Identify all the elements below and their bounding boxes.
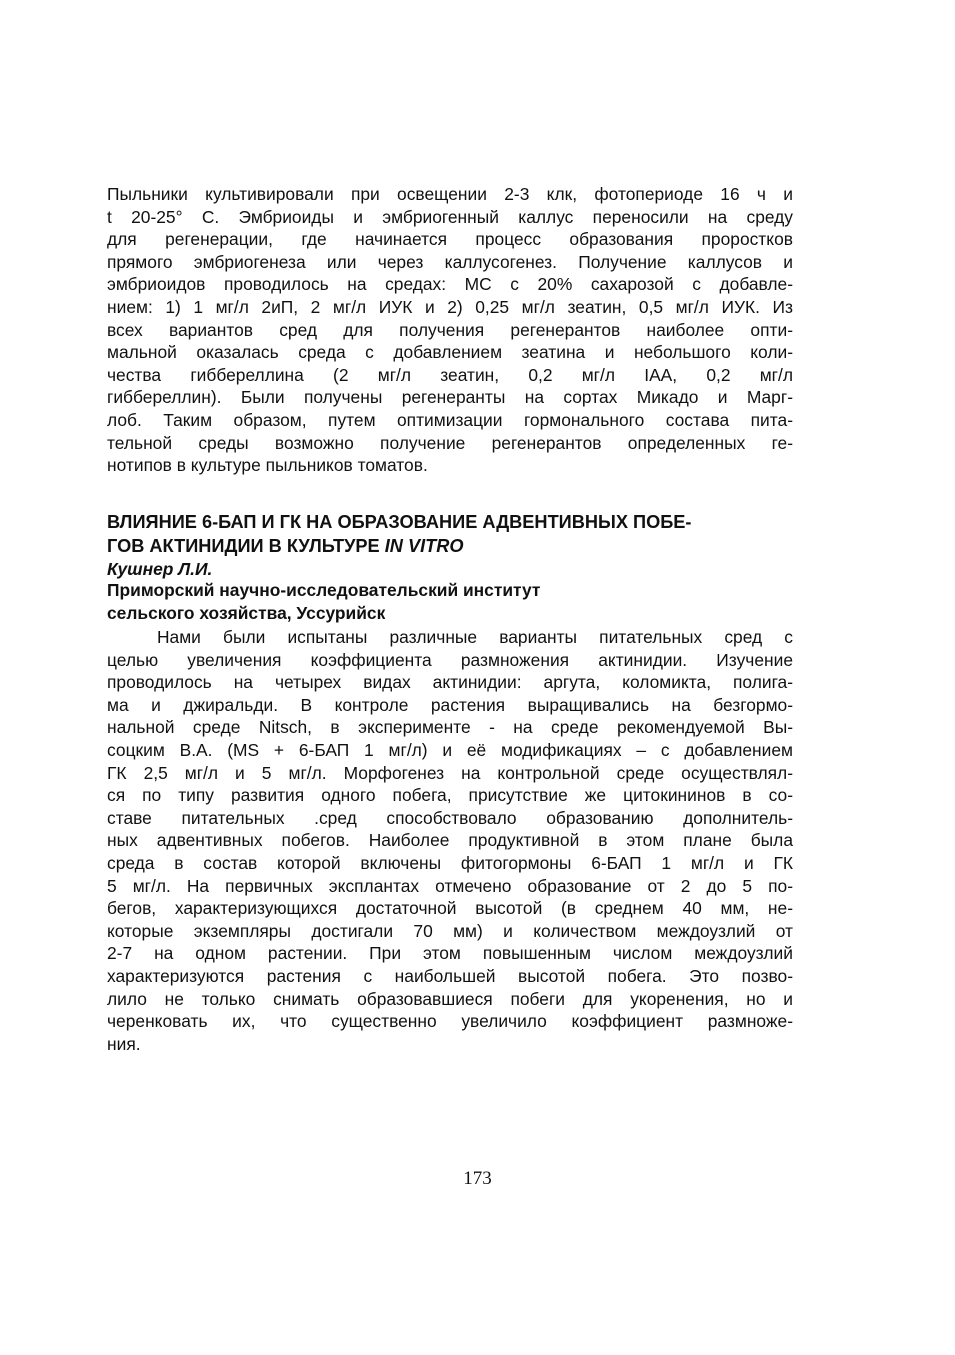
article-title-line-1: ВЛИЯНИЕ 6-БАП И ГК НА ОБРАЗОВАНИЕ АДВЕНТИВНЫХ ПОБЕ- [107, 512, 692, 532]
text-line: ГК 2,5 мг/л и 5 мг/л. Морфогенез на контрольной среде осуществлял- [107, 762, 793, 783]
article-title-italic: IN VITRO [384, 535, 464, 556]
text-line: Пыльники культивировали при освещении 2-3 клк, фотопериоде 16 ч и [107, 184, 793, 204]
text-line: мальной оказалась среда с добавлением зеатина и небольшого коли- [107, 342, 793, 363]
text-line: ных адвентивных побегов. Наиболее продуктивной в этом плане была [107, 830, 793, 851]
text-line: тельной среды возможно получение регенерантов определенных ге- [107, 432, 793, 453]
text-line: прямого эмбриогенеза или через каллусогенез. Получение каллусов и [107, 251, 793, 272]
text-line: целью увеличения коэффициента размножения актинидии. Изучение [107, 649, 793, 670]
text-line: которые экземпляры достигали 70 мм) и количеством междоузлий от [107, 920, 793, 941]
text-line: чества гиббереллина (2 мг/л зеатин, 0,2 мг/л IAA, 0,2 мг/л [107, 364, 793, 385]
paragraph-actinidia [107, 626, 793, 1055]
author-name [107, 558, 793, 581]
text-line: черенковать их, что существенно увеличило коэффициент размноже- [107, 1011, 793, 1032]
institution-line-1: Приморский научно-исследовательский институт [107, 580, 541, 600]
text-line: ния. [107, 1033, 141, 1054]
text-line: гиббереллин). Были получены регенеранты на сортах Микадо и Марг- [107, 387, 793, 408]
text-line: эмбриоидов проводилось на средах: МС с 20% сахарозой с добавле- [107, 274, 793, 295]
page-number: 173 [463, 1168, 492, 1189]
text-line: лоб. Таким образом, путем оптимизации гормонального состава пита- [107, 409, 793, 430]
institution [107, 579, 793, 624]
text-line: всех вариантов сред для получения регенерантов наиболее опти- [107, 319, 793, 340]
text-line: лило не только снимать образовавшиеся побеги для укоренения, но и [107, 988, 793, 1009]
text-line: ставе питательных .сред способствовало образованию дополнитель- [107, 807, 793, 828]
article-title-line-2 [107, 535, 793, 559]
article-title [107, 511, 793, 558]
article-title-main: ГОВ АКТИНИДИИ В КУЛЬТУРЕ [107, 535, 385, 556]
text-line: нием: 1) 1 мг/л 2иП, 2 мг/л ИУК и 2) 0,25 мг/л зеатин, 0,5 мг/л ИУК. Из [107, 296, 793, 317]
text-line: среда в состав которой включены фитогормоны 6-БАП 1 мг/л и ГК [107, 852, 793, 873]
text-line: 5 мг/л. На первичных эксплантах отмечено образование от 2 до 5 по- [107, 875, 793, 896]
text-line: t 20-25° С. Эмбриоиды и эмбриогенный каллус переносили на среду [107, 206, 793, 227]
text-line: 2-7 на одном растении. При этом повышенным числом междоузлий [107, 943, 793, 964]
text-line: для регенерации, где начинается процесс образования проростков [107, 229, 793, 250]
author-line: Кушнер Л.И. [107, 559, 213, 579]
paragraph-tomato-anthers [107, 183, 793, 477]
text-line: проводилось на четырех видах актинидии: аргута, коломикта, полига- [107, 672, 793, 693]
text-line: бегов, характеризующихся достаточной высотой (в среднем 40 мм, не- [107, 898, 793, 919]
text-line: соцким В.А. (MS + 6-БАП 1 мг/л) и её модификациях – с добавлением [107, 739, 793, 760]
text-line: характеризуются растения с наибольшей высотой побега. Это позво- [107, 965, 793, 986]
text-line: ма и джиральди. В контроле растения выращивались на безгормо- [107, 694, 793, 715]
text-line: ся по типу развития одного побега, присутствие же цитокининов в со- [107, 785, 793, 806]
text-line: нотипов в культуре пыльников томатов. [107, 455, 428, 476]
text-line: нальной среде Nitsch, в эксперименте - на среде рекомендуемой Вы- [107, 717, 793, 738]
institution-line-2: сельского хозяйства, Уссурийск [107, 602, 386, 623]
text-line: Нами были испытаны различные варианты питательных сред с [157, 627, 793, 647]
